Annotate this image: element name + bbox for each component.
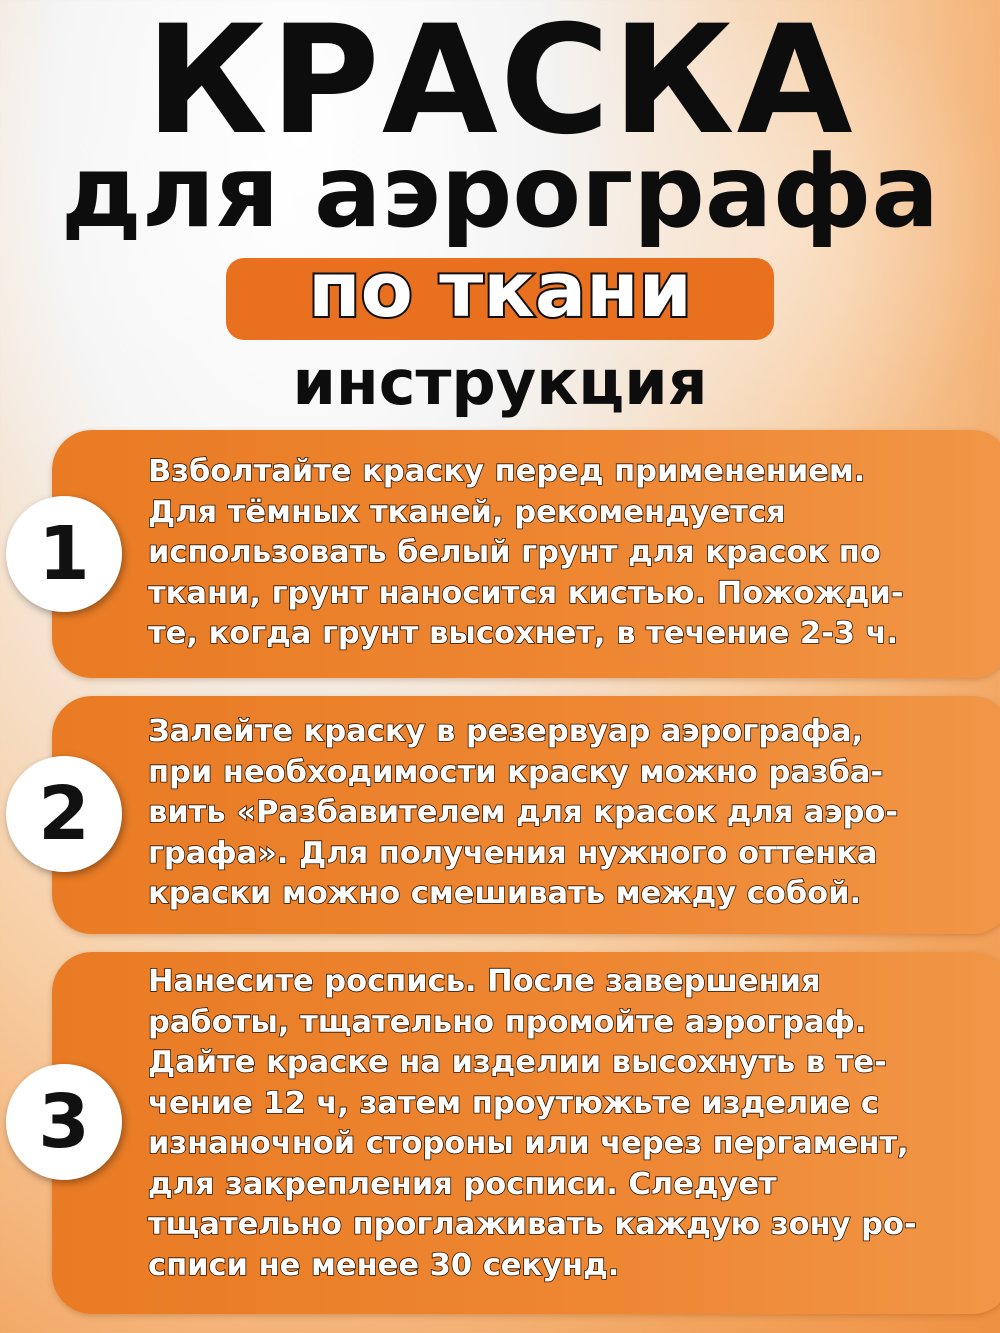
section-heading: инструкция — [292, 346, 708, 419]
step-line: Взболтайте краску перед применением. — [148, 454, 866, 489]
step-line: чение 12 ч, затем проутюжьте изделие с — [148, 1085, 879, 1121]
step-line: Дайте краске на изделии высохнуть в те- — [148, 1045, 887, 1080]
step-line: Нанесите роспись. После завершения — [148, 964, 821, 999]
step-number-1: 1 — [6, 496, 122, 612]
step-number-3: 3 — [6, 1064, 122, 1180]
step-line: графа». Для получения нужного оттенка — [148, 835, 878, 871]
step-text-1 — [148, 452, 960, 655]
step-line: Залейте краску в резервуар аэрографа, — [148, 714, 864, 749]
step-line: использовать белый грунт для красок по — [148, 535, 881, 570]
tag-label: по ткани — [308, 245, 692, 334]
page-subtitle: для аэрографа — [60, 133, 940, 250]
step-line: работы, тщательно промойте аэрограф. — [148, 1004, 867, 1040]
step-line: изнаночной стороны или через пергамент, — [148, 1126, 909, 1161]
step-line: ткани, грунт наносится кистью. Пожожди- — [148, 575, 904, 611]
step-number-2: 2 — [6, 756, 122, 872]
step-line: Для тёмных тканей, рекомендуется — [148, 494, 786, 530]
step-line: для закрепления росписи. Следует — [148, 1166, 777, 1202]
step-line: те, когда грунт высохнет, в течение 2-3 ч. — [148, 616, 899, 651]
page-title: КРАСКА — [145, 0, 855, 168]
step-line: вить «Разбавителем для красок для аэро- — [148, 795, 899, 830]
step-line: краски можно смешивать между собой. — [148, 876, 862, 911]
step-text-2 — [148, 712, 960, 915]
step-line: списи не менее 30 секунд. — [148, 1247, 620, 1283]
step-text-3 — [148, 962, 960, 1286]
step-line: при необходимости краску можно разба- — [148, 754, 884, 790]
step-line: тщательно проглаживать каждую зону ро- — [148, 1207, 917, 1242]
